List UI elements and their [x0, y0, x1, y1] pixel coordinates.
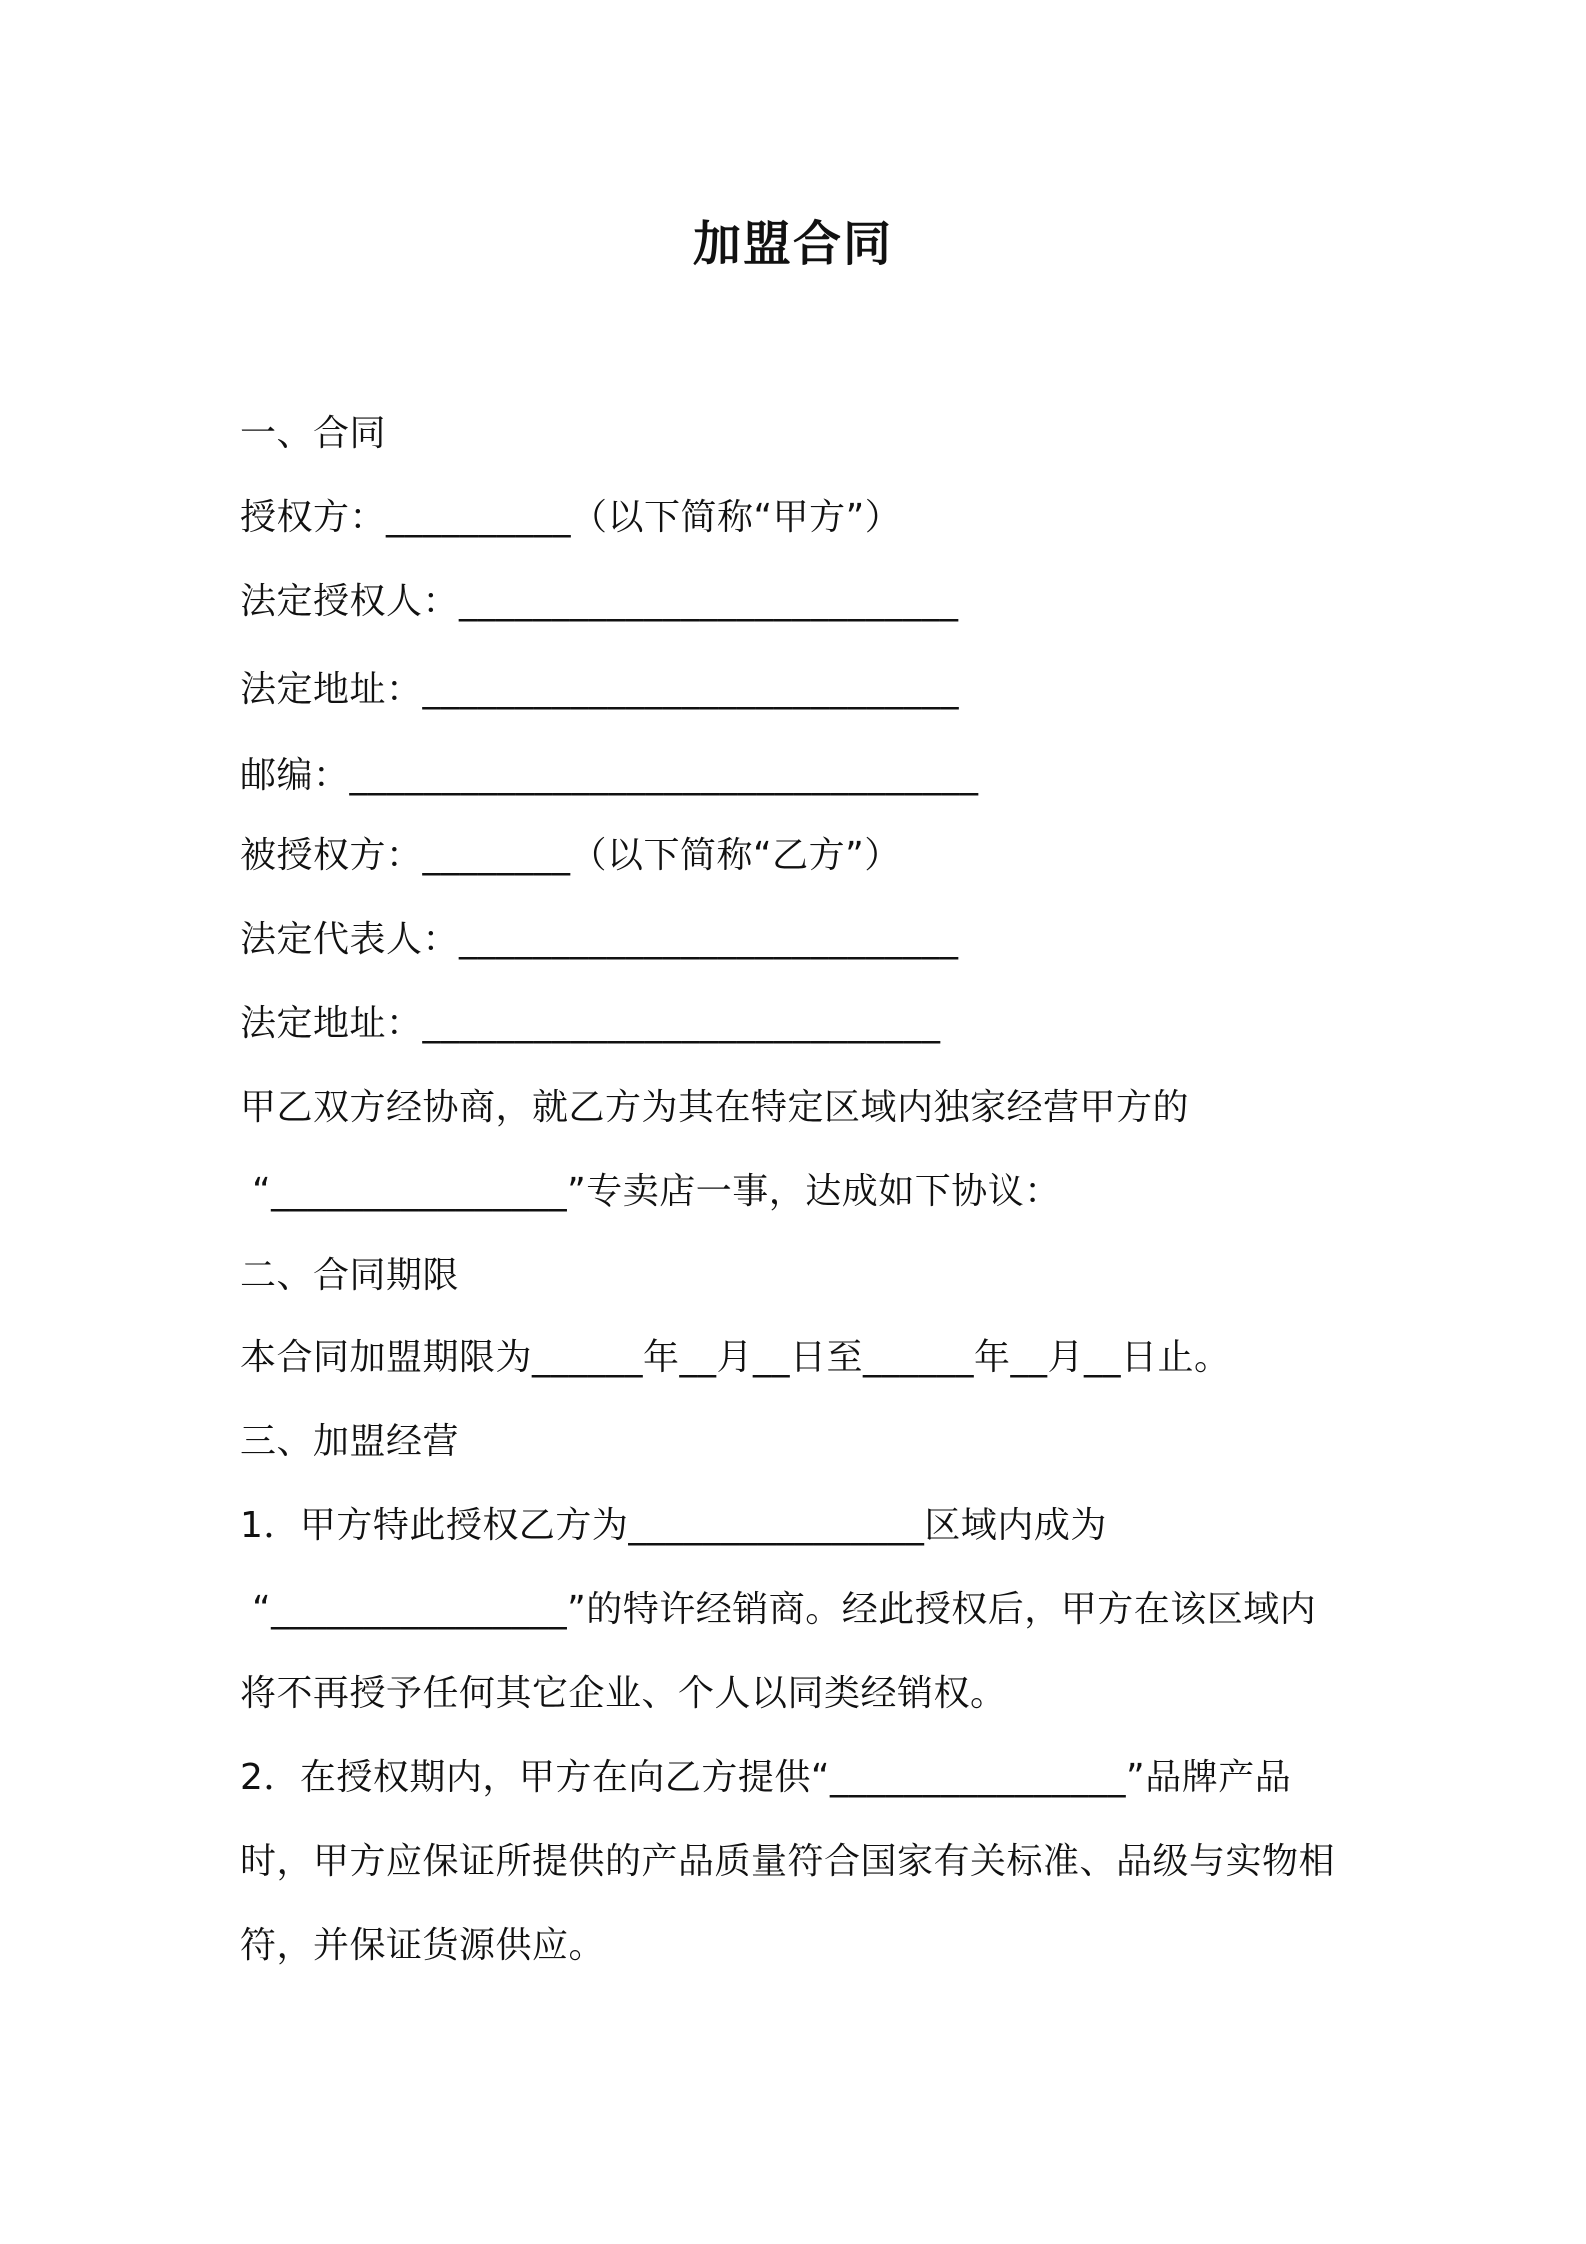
- licensee-representative-field: 法定代表人：___________________________: [240, 919, 959, 960]
- clause-2-line-1: 2．在授权期内，甲方在向乙方提供“________________”品牌产品: [240, 1757, 1292, 1798]
- postal-code-field: 邮编：__________________________________: [240, 755, 979, 796]
- document-title: 加盟合同: [692, 216, 893, 272]
- licensee-field: 被授权方：________（以下简称“乙方”）: [240, 835, 901, 876]
- paragraph-term: 本合同加盟期限为______年__月__日至______年__月__日止。: [240, 1337, 1231, 1378]
- section-heading-term: 二、合同期限: [240, 1255, 460, 1296]
- clause-1-line-3: 将不再授予任何其它企业、个人以同类经销权。: [240, 1673, 1007, 1714]
- licensee-address-field: 法定地址：____________________________: [240, 1003, 941, 1044]
- paragraph-agreement-cont: “________________”专卖店一事，达成如下协议：: [240, 1171, 1061, 1212]
- licensor-legal-person-field: 法定授权人：___________________________: [240, 581, 959, 622]
- section-heading-operation: 三、加盟经营: [240, 1421, 460, 1462]
- section-heading-contract: 一、合同: [240, 413, 387, 454]
- paragraph-agreement: 甲乙双方经协商，就乙方为其在特定区域内独家经营甲方的: [240, 1087, 1190, 1128]
- licensor-field: 授权方：__________（以下简称“甲方”）: [240, 497, 902, 538]
- clause-2-line-2: 时，甲方应保证所提供的产品质量符合国家有关标准、品级与实物相: [240, 1841, 1336, 1882]
- clause-1-line-1: 1．甲方特此授权乙方为________________区域内成为: [240, 1505, 1107, 1546]
- clause-1-line-2: “________________”的特许经销商。经此授权后，甲方在该区域内: [240, 1589, 1317, 1630]
- clause-2-line-3: 符，并保证货源供应。: [240, 1925, 606, 1966]
- licensor-address-field: 法定地址：_____________________________: [240, 669, 960, 710]
